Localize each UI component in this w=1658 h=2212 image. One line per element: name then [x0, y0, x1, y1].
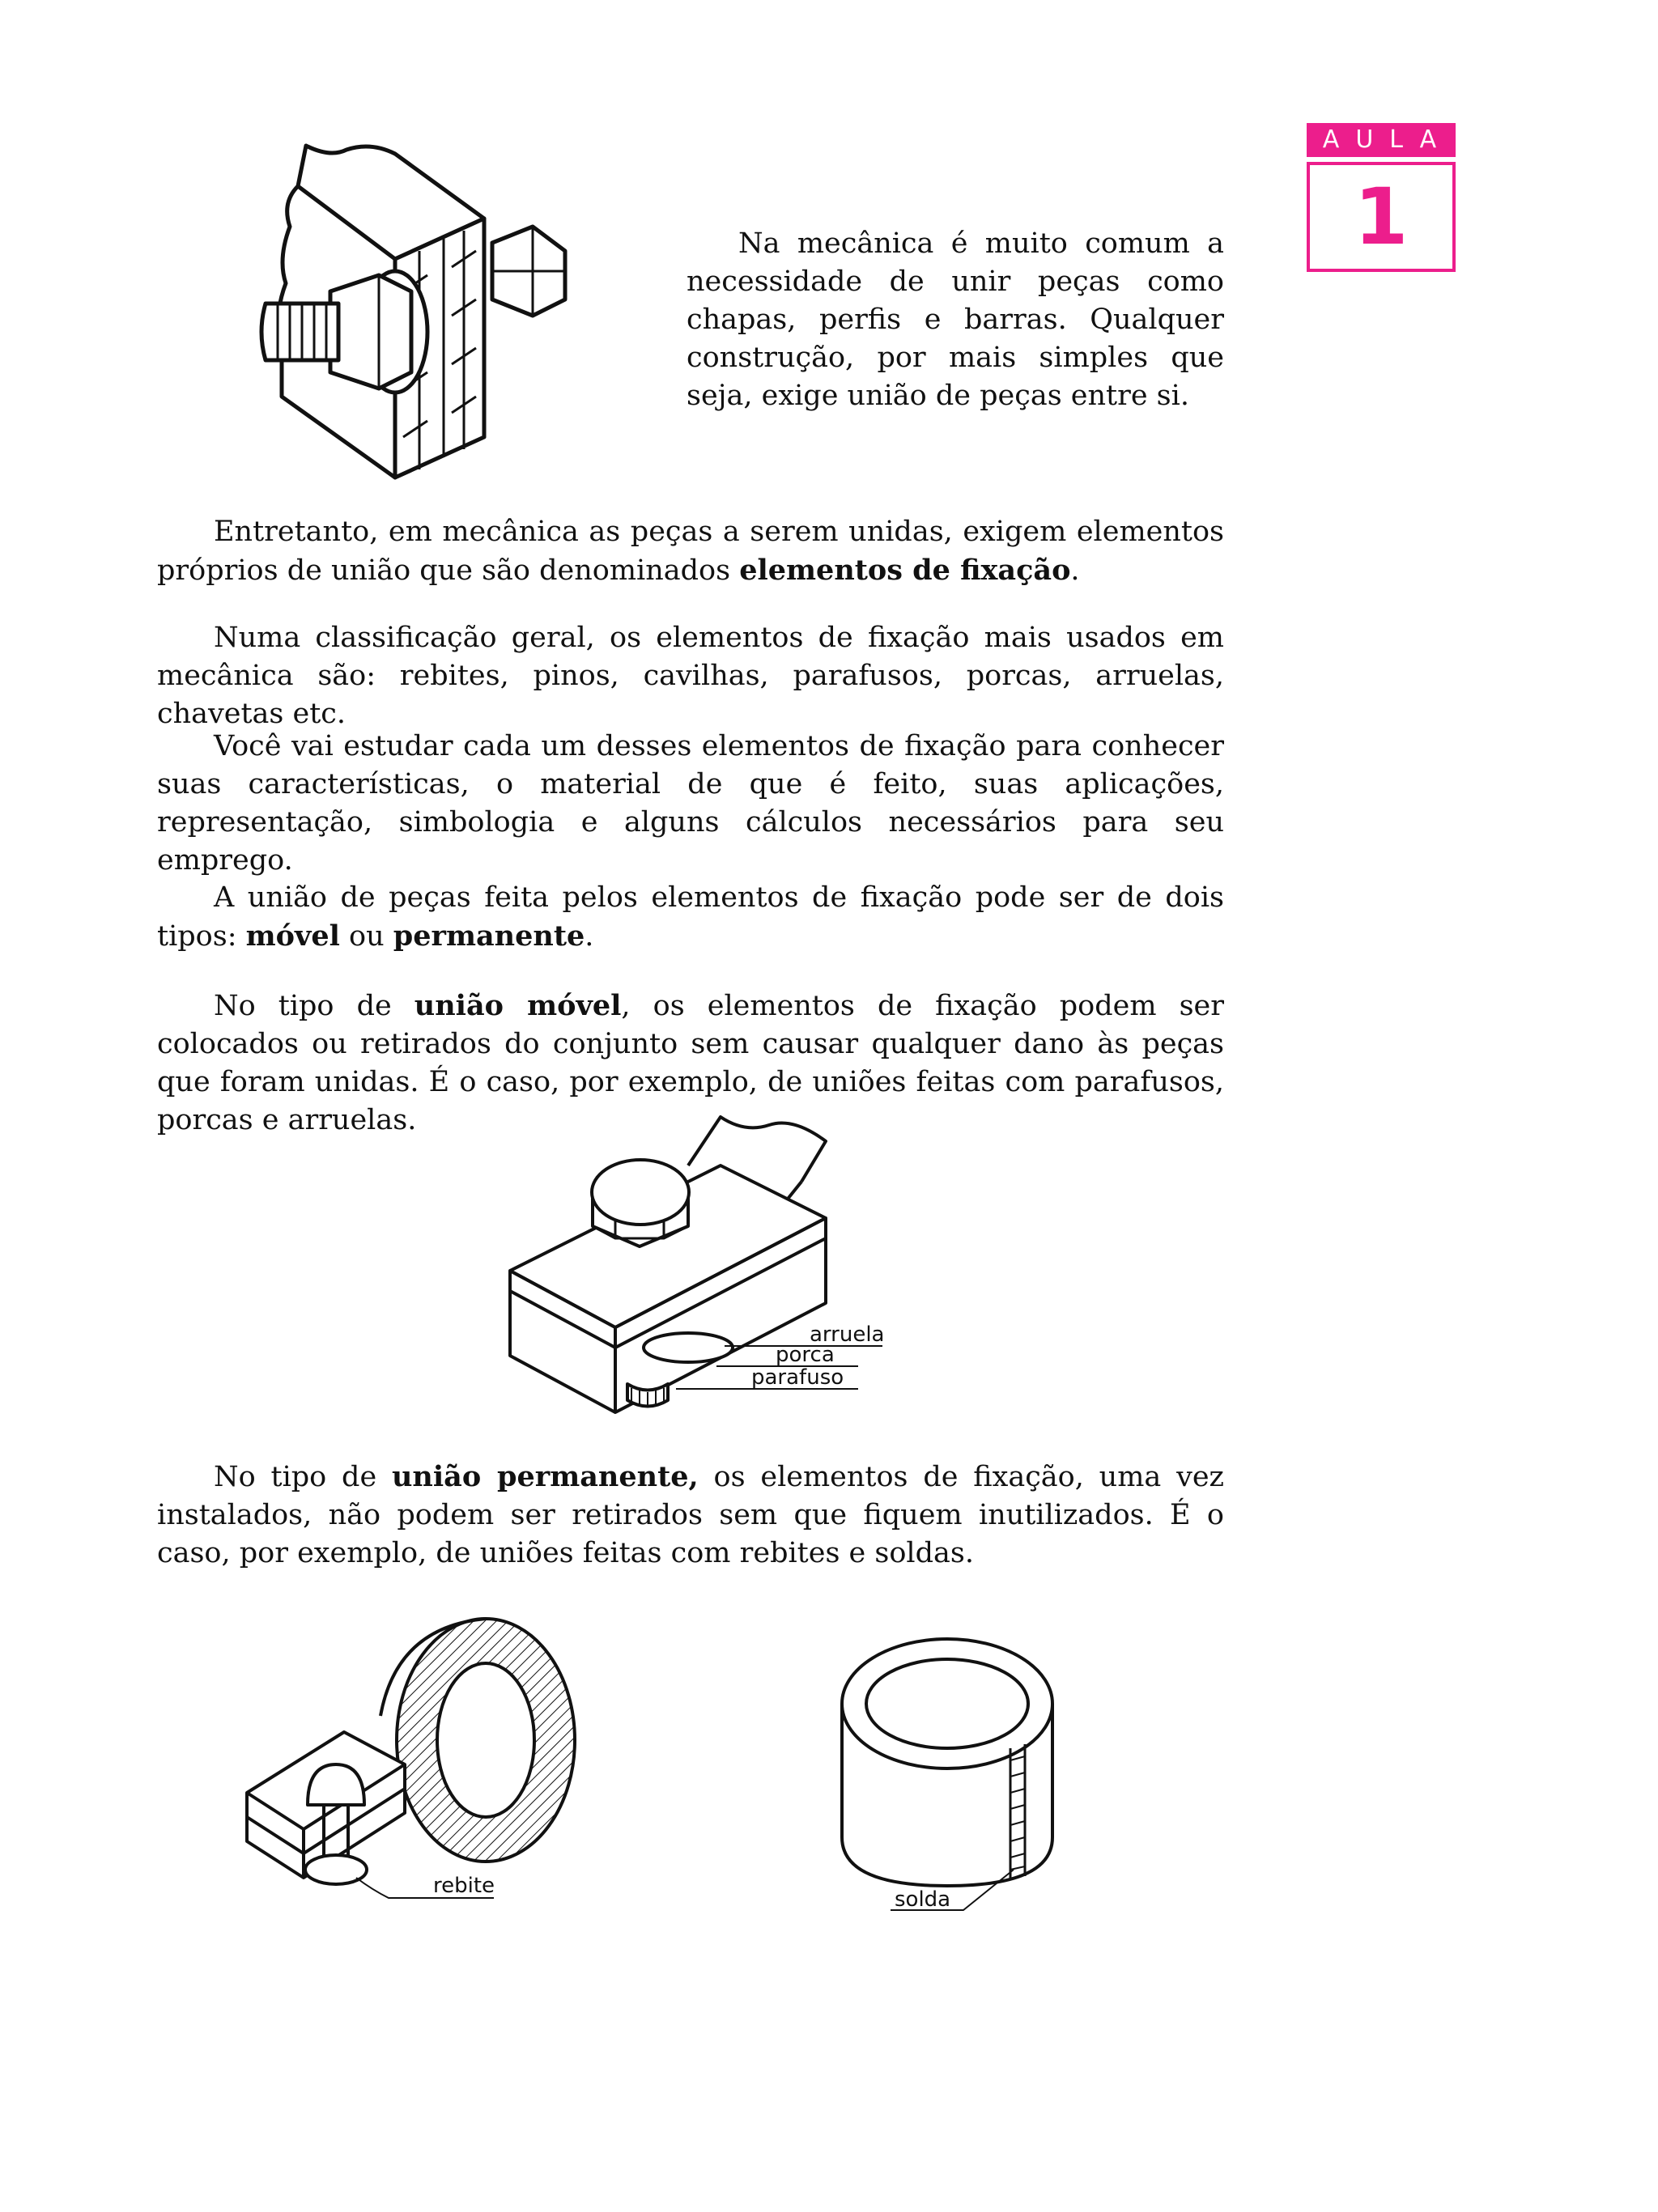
- label-solda: solda: [895, 1887, 951, 1912]
- p6-rest: os elementos de fixação, uma vez instalados, não podem ser retirados sem que fiquem inutilizados. É o caso, por exemplo, de uniões feitas com rebites e soldas.: [157, 1461, 1224, 1569]
- paragraph-4: [157, 879, 1224, 956]
- intro-paragraph: [687, 225, 1224, 415]
- paragraph-3: [157, 728, 1224, 880]
- paragraph-6: [157, 1458, 1224, 1573]
- label-arruela: arruela: [810, 1323, 885, 1347]
- p4-bold-movel: móvel: [245, 919, 340, 953]
- figure-rivet: [243, 1611, 599, 1934]
- p1-bold: elementos de fixação: [739, 554, 1071, 587]
- label-rebite: rebite: [433, 1874, 495, 1898]
- label-porca: porca: [776, 1343, 835, 1367]
- lesson-badge: [1307, 123, 1456, 272]
- p6-text: No tipo de: [214, 1461, 392, 1493]
- p2-text: Numa classificação geral, os elementos de fixação mais usados em mecânica são: rebites, pinos, cavilhas, parafusos, porcas, arruelas, chavetas etc.: [157, 622, 1224, 730]
- label-parafuso: parafuso: [751, 1365, 844, 1390]
- p1-text: Entretanto, em mecânica as peças a serem unidas, exigem elementos próprios de união que são denominados: [157, 516, 1224, 587]
- p4-text: A união de peças feita pelos elementos de fixação pode ser de dois tipos:: [157, 881, 1224, 953]
- figure-weld: [834, 1627, 1093, 1934]
- figure-bolted-joint: [257, 129, 597, 486]
- intro-text: Na mecânica é muito comum a necessidade de unir peças como chapas, perfis e barras. Qualquer construção, por mais simples que seja, exige união de peças entre si.: [687, 227, 1224, 412]
- paragraph-2: [157, 619, 1224, 733]
- figure-movable-joint: [502, 1109, 891, 1424]
- p3-text: Você vai estudar cada um desses elementos de fixação para conhecer suas características, o material de que é feito, suas aplicações, representação, simbologia e alguns cálculos necessários para seu emprego.: [157, 730, 1224, 877]
- p4-end: .: [585, 920, 594, 953]
- badge-number: 1: [1307, 162, 1456, 272]
- p1-end: .: [1070, 554, 1080, 587]
- badge-label: AULA: [1307, 123, 1456, 157]
- p4-bold-permanente: permanente: [393, 919, 585, 953]
- paragraph-1: [157, 513, 1224, 590]
- p5-bold: união móvel: [414, 989, 622, 1022]
- p5-text: No tipo de: [214, 990, 414, 1022]
- p4-mid: ou: [339, 920, 393, 953]
- p5-rest: , os elementos de fixação podem ser colocados ou retirados do conjunto sem causar qualquer dano às peças que foram unidas. É o caso, por exemplo, de uniões feitas com parafusos, porcas e arruelas.: [157, 990, 1224, 1136]
- p6-bold: união permanente,: [391, 1460, 699, 1493]
